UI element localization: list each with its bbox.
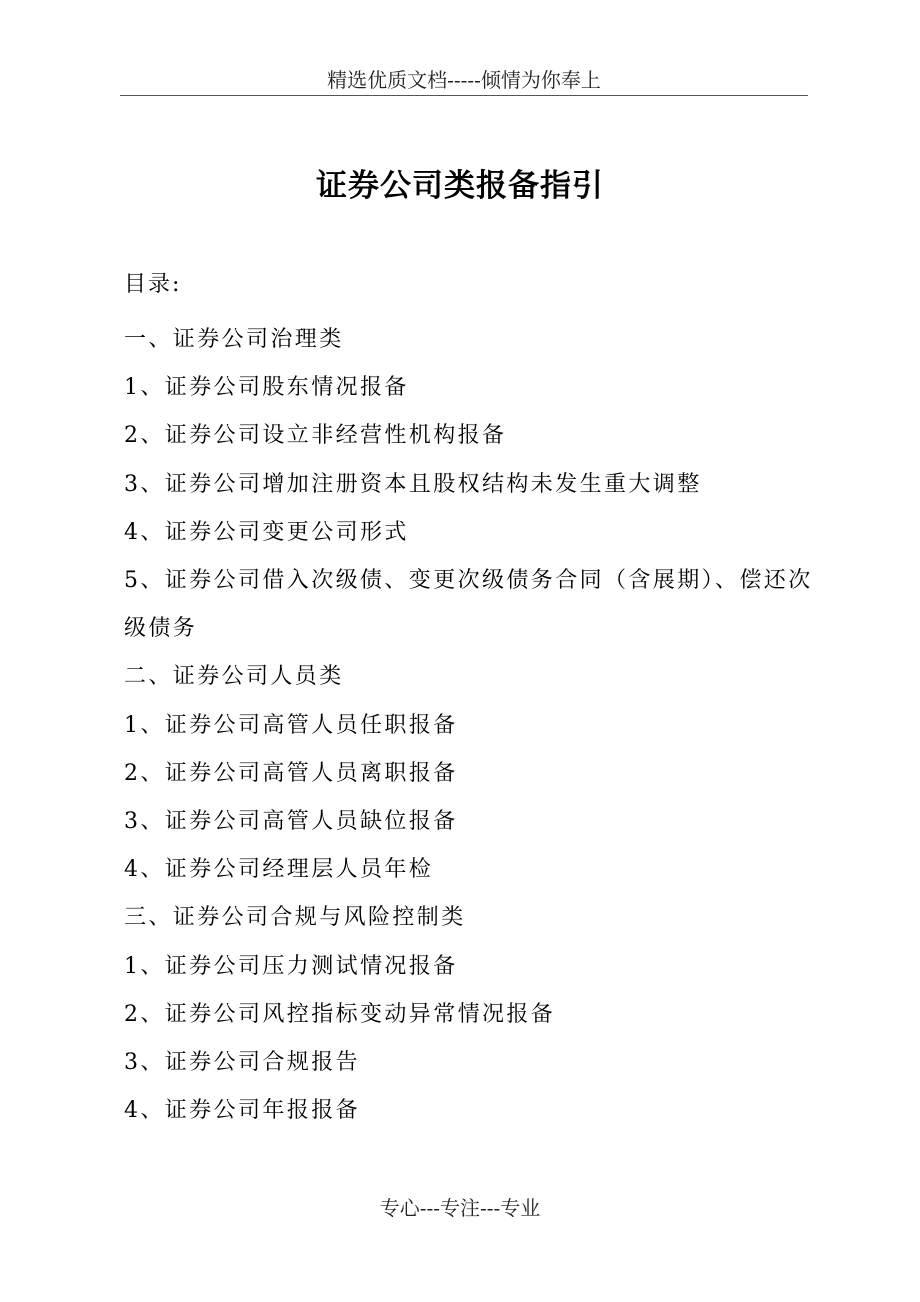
toc-section-governance: 一、证券公司治理类: [124, 327, 344, 352]
toc-item: 5、证券公司借入次级债、变更次级债务合同（含展期）、偿还次: [124, 568, 813, 594]
page-footer: 专心---专注---专业: [379, 1196, 541, 1220]
table-of-contents: [124, 316, 813, 1135]
toc-item: 1、证券公司股东情况报备: [124, 375, 409, 401]
page-header: 精选优质文档-----倾情为你奉上: [327, 68, 601, 92]
document-title: 证券公司类报备指引: [316, 168, 604, 204]
toc-item: 3、证券公司增加注册资本且股权结构未发生重大调整: [124, 471, 702, 497]
toc-item: 1、证券公司高管人员任职报备: [124, 712, 458, 738]
toc-label: 目录:: [124, 272, 182, 297]
toc-item: 1、证券公司压力测试情况报备: [124, 953, 458, 979]
toc-item: 2、证券公司风控指标变动异常情况报备: [124, 1001, 556, 1027]
toc-item: 3、证券公司高管人员缺位报备: [124, 809, 458, 835]
toc-section-compliance-risk: 三、证券公司合规与风险控制类: [124, 905, 466, 931]
toc-item: 4、证券公司年报报备: [124, 1098, 360, 1124]
toc-item: 3、证券公司合规报告: [124, 1050, 360, 1076]
header-divider: [120, 95, 808, 96]
toc-item: 2、证券公司设立非经营性机构报备: [124, 423, 507, 449]
toc-section-personnel: 二、证券公司人员类: [124, 664, 344, 690]
toc-item: 4、证券公司经理层人员年检: [124, 857, 434, 883]
toc-item: 4、证券公司变更公司形式: [124, 519, 409, 545]
toc-item-continuation: 级债务: [124, 616, 198, 642]
toc-item: 2、证券公司高管人员离职报备: [124, 760, 458, 786]
